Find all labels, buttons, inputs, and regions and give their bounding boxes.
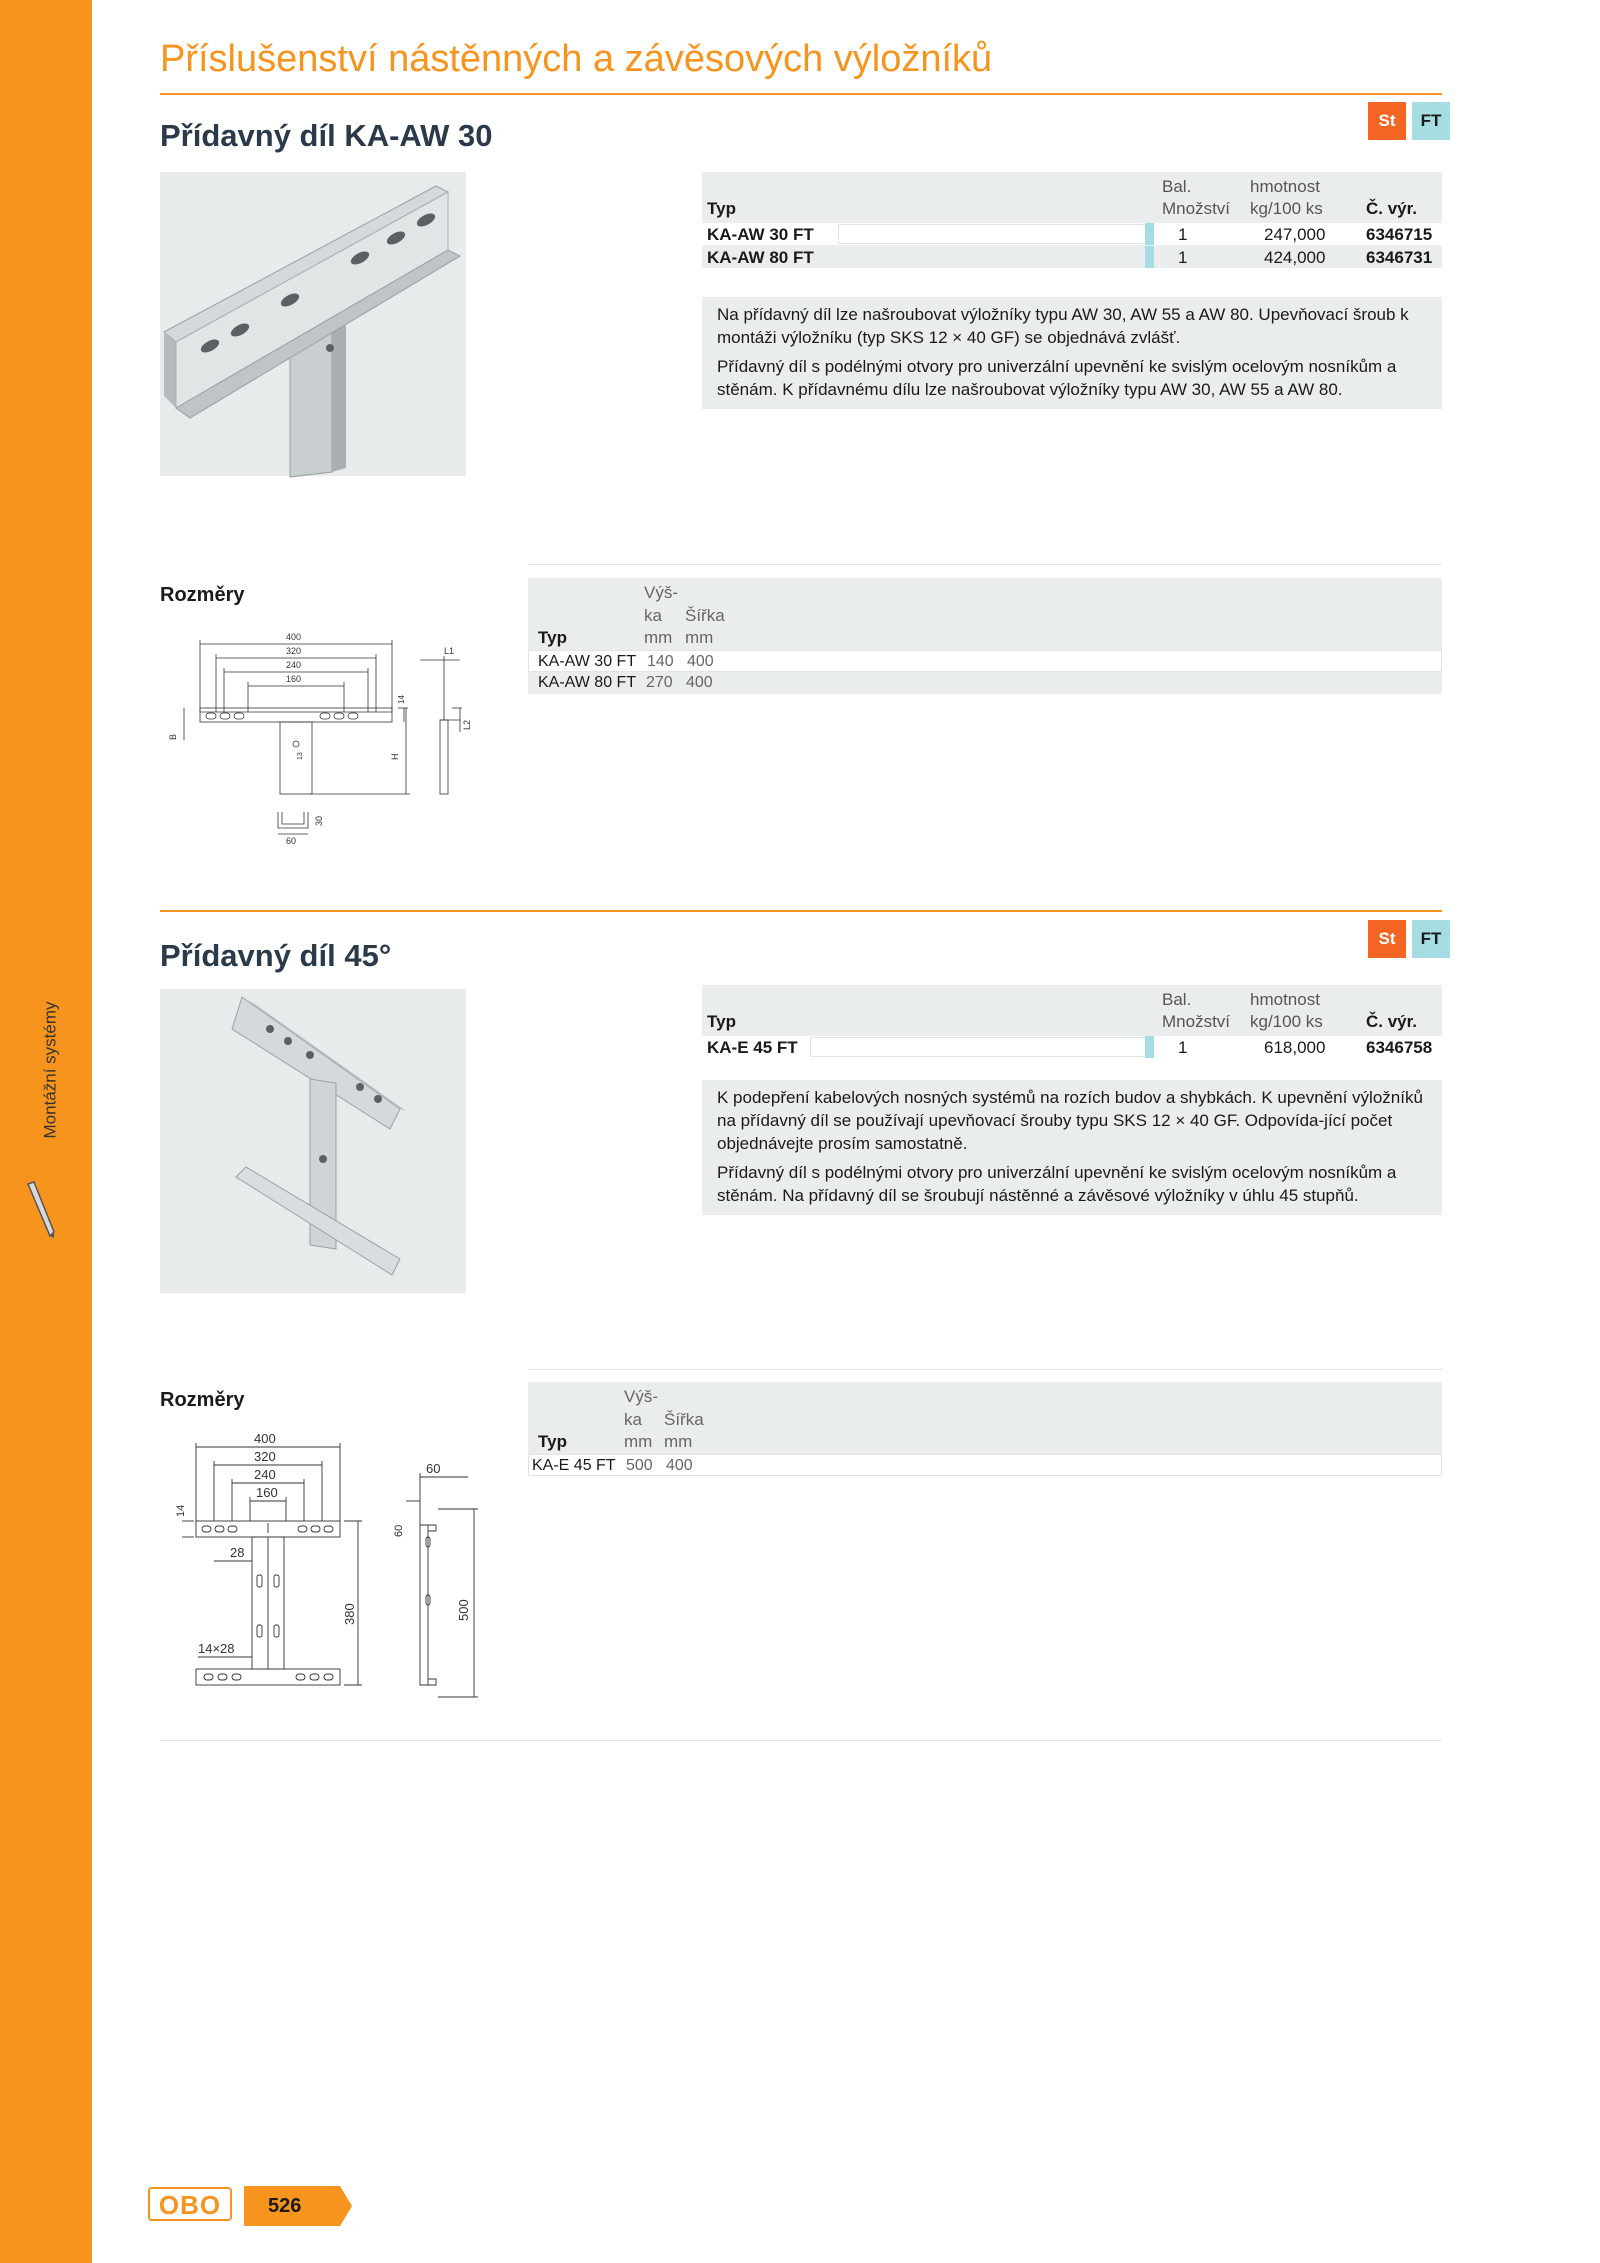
description-paragraph: K podepření kabelových nosných systémů na rozích budov a shybkách. K upevnění výložníků na přídavný díl se používají upevňovací šrouby typu SKS 12 × 40 GF. Odpovída-jící počet objednávejte prosím samostatně. bbox=[717, 1088, 1423, 1153]
col-kg: kg/100 ks bbox=[1250, 1012, 1323, 1031]
col-typ: Typ bbox=[538, 628, 567, 647]
col-mnozstvi: Množství bbox=[1162, 199, 1231, 218]
dimensions-title: Rozměry bbox=[160, 1389, 245, 1411]
col-hmotnost: hmotnost bbox=[1250, 177, 1320, 196]
ft-marker bbox=[1145, 1036, 1154, 1058]
row-typ: KA-AW 80 FT bbox=[538, 674, 637, 691]
row-typ: KA-E 45 FT bbox=[707, 1038, 798, 1057]
product-photo-ka-e-45 bbox=[160, 989, 466, 1293]
row-blank bbox=[838, 224, 1150, 244]
dim-60b: 60 bbox=[393, 1524, 405, 1537]
title-rule bbox=[160, 93, 1442, 95]
col-mnozstvi: Množství bbox=[1162, 1012, 1231, 1031]
col-cislo-vyrobku: Č. výr. bbox=[1366, 199, 1418, 218]
dimensions-table-2 bbox=[528, 1382, 1442, 1476]
row-bal: 1 bbox=[1178, 1038, 1188, 1057]
obo-logo bbox=[148, 2184, 232, 2224]
dimensions-header bbox=[528, 578, 1442, 650]
side-label bbox=[22, 1000, 62, 1150]
col-sirka: Šířka bbox=[685, 606, 725, 625]
row-vyska: 140 bbox=[647, 653, 674, 670]
row-typ: KA-AW 80 FT bbox=[707, 248, 814, 267]
description-1 bbox=[702, 297, 1442, 409]
col-kg: kg/100 ks bbox=[1250, 199, 1323, 218]
dim-500: 500 bbox=[456, 1599, 471, 1621]
col-vyska: Výš- bbox=[624, 1387, 658, 1406]
section1-title: Přídavný díl KA-AW 30 bbox=[160, 118, 493, 153]
row-sirka: 400 bbox=[686, 674, 713, 691]
product-table-header bbox=[702, 985, 1442, 1035]
dim-380: 380 bbox=[342, 1603, 357, 1625]
st-badge: St bbox=[1368, 102, 1406, 140]
description-2 bbox=[702, 1080, 1442, 1215]
ft-badge: FT bbox=[1412, 102, 1450, 140]
row-bal: 1 bbox=[1178, 225, 1188, 244]
ft-marker bbox=[1145, 246, 1154, 268]
dim-240: 240 bbox=[286, 660, 302, 670]
page-title: Příslušenství nástěnných a závěsových výložníků bbox=[160, 38, 993, 80]
row-sirka: 400 bbox=[687, 653, 714, 670]
col-vyska-mm: mm bbox=[644, 628, 673, 647]
row-cislo: 6346715 bbox=[1366, 225, 1433, 244]
dim-60a: 60 bbox=[426, 1461, 441, 1476]
table-row bbox=[528, 1454, 1442, 1476]
row-vyska: 270 bbox=[646, 674, 673, 691]
dim-l2: L2 bbox=[462, 719, 472, 730]
row-hmotnost: 424,000 bbox=[1264, 248, 1326, 267]
section2-title: Přídavný díl 45° bbox=[160, 938, 392, 973]
col-bal: Bal. bbox=[1162, 990, 1192, 1009]
dim-400: 400 bbox=[254, 1431, 276, 1446]
row-sirka: 400 bbox=[666, 1457, 693, 1474]
dim-60: 60 bbox=[286, 836, 297, 846]
dim-160: 160 bbox=[286, 674, 302, 684]
dim-14: 14 bbox=[175, 1504, 187, 1517]
col-typ: Typ bbox=[707, 199, 736, 218]
product-photo-ka-aw-30 bbox=[160, 172, 466, 476]
table-row bbox=[702, 222, 1442, 245]
col-bal: Bal. bbox=[1162, 177, 1192, 196]
dim-160: 160 bbox=[256, 1485, 278, 1500]
row-cislo: 6346758 bbox=[1366, 1038, 1433, 1057]
row-cislo: 6346731 bbox=[1366, 248, 1433, 267]
dim-30: 30 bbox=[314, 815, 324, 826]
dimensions-title: Rozměry bbox=[160, 584, 245, 606]
col-sirka: Šířka bbox=[664, 1410, 704, 1429]
dim-b: B bbox=[168, 733, 178, 740]
col-vyska-mm: mm bbox=[624, 1432, 653, 1451]
side-label-text: Montážní systémy bbox=[40, 1001, 60, 1139]
col-sirka-mm: mm bbox=[664, 1432, 693, 1451]
description-paragraph: Na přídavný díl lze našroubovat výložníky typu AW 30, AW 55 a AW 80. Upevňovací šroub k montáži výložníku (typ SKS 12 × 40 GF) se objednává zvlášť. bbox=[717, 305, 1409, 347]
dim-320: 320 bbox=[254, 1449, 276, 1464]
row-typ: KA-AW 30 FT bbox=[707, 225, 814, 244]
row-typ: KA-E 45 FT bbox=[532, 1457, 616, 1474]
dim-14x28: 14×28 bbox=[198, 1641, 235, 1656]
dim-13: 13 bbox=[297, 752, 304, 760]
page-number-tab bbox=[244, 2186, 352, 2226]
row-vyska: 500 bbox=[626, 1457, 653, 1474]
dim-240: 240 bbox=[254, 1467, 276, 1482]
st-badge: St bbox=[1368, 920, 1406, 958]
col-typ: Typ bbox=[707, 1012, 736, 1031]
col-vyska-2: ka bbox=[624, 1410, 642, 1429]
dimension-drawing-1 bbox=[170, 620, 510, 850]
row-bal: 1 bbox=[1178, 248, 1188, 267]
table-row bbox=[702, 1035, 1442, 1058]
separator bbox=[160, 1740, 1442, 1741]
section-separator bbox=[160, 910, 1442, 912]
row-typ: KA-AW 30 FT bbox=[538, 653, 637, 670]
product-table-header bbox=[702, 172, 1442, 222]
dimension-drawing-2 bbox=[168, 1425, 488, 1705]
page-number: 526 bbox=[268, 2195, 302, 2217]
logo-text: OBO bbox=[158, 2190, 222, 2220]
product-table-2 bbox=[702, 985, 1442, 1058]
col-hmotnost: hmotnost bbox=[1250, 990, 1320, 1009]
row-hmotnost: 247,000 bbox=[1264, 225, 1326, 244]
dim-320: 320 bbox=[286, 646, 302, 656]
row-hmotnost: 618,000 bbox=[1264, 1038, 1326, 1057]
dim-400: 400 bbox=[286, 632, 302, 642]
pencil-icon bbox=[26, 1180, 56, 1240]
table-row bbox=[702, 245, 1442, 268]
col-vyska-2: ka bbox=[644, 606, 662, 625]
table-row bbox=[528, 672, 1442, 694]
separator bbox=[528, 1369, 1442, 1370]
description-paragraph: Přídavný díl s podélnými otvory pro univerzální upevnění ke svislým ocelovým nosníkům a stěnám. Na přídavný díl se šroubují nástěnné a závěsové výložníky v úhlu 45 stupňů. bbox=[717, 1163, 1397, 1205]
dim-h: H bbox=[390, 753, 400, 760]
table-row bbox=[528, 650, 1442, 672]
separator bbox=[528, 564, 1442, 565]
description-paragraph: Přídavný díl s podélnými otvory pro univerzální upevnění ke svislým ocelovým nosníkům a stěnám. K přídavnému dílu lze našroubovat výložníky typu AW 30, AW 55 a AW 80. bbox=[717, 357, 1397, 399]
dim-l1: L1 bbox=[444, 646, 455, 656]
dim-28: 28 bbox=[230, 1545, 245, 1560]
col-sirka-mm: mm bbox=[685, 628, 714, 647]
col-typ: Typ bbox=[538, 1432, 567, 1451]
col-cislo-vyrobku: Č. výr. bbox=[1366, 1012, 1418, 1031]
product-table-1 bbox=[702, 172, 1442, 268]
dimensions-table-1 bbox=[528, 578, 1442, 694]
dim-14: 14 bbox=[397, 695, 406, 704]
ft-badge: FT bbox=[1412, 920, 1450, 958]
dimensions-header bbox=[528, 1382, 1442, 1454]
ft-marker bbox=[1145, 223, 1154, 245]
row-blank bbox=[810, 1037, 1150, 1057]
col-vyska: Výš- bbox=[644, 583, 678, 602]
